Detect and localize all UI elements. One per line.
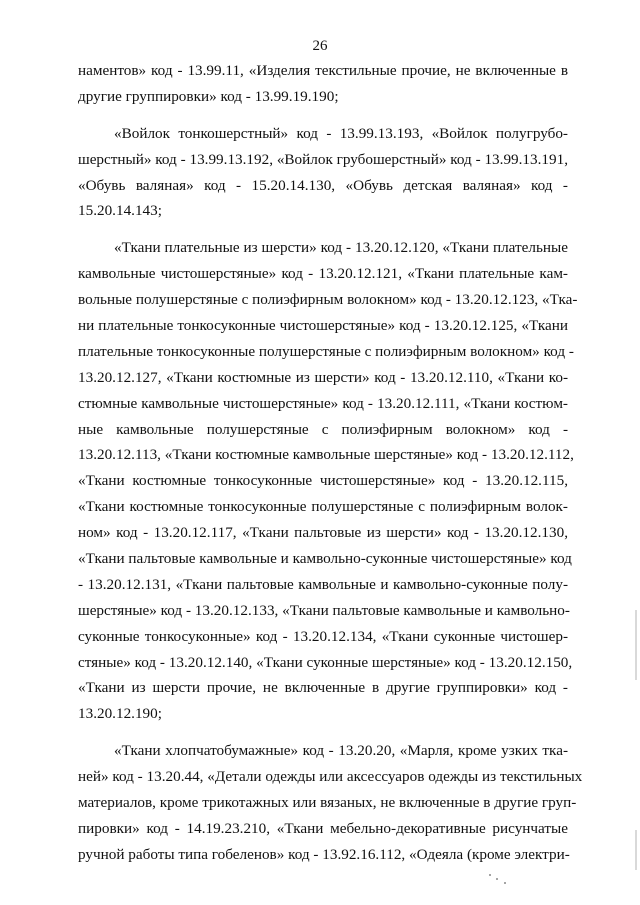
text-line: 13.20.12.113, «Ткани костюмные камвольные шерстяные» код - 13.20.12.112, [78,446,574,464]
text-line: «Ткани из шерсти прочие, не включенные в другие группировки» код - [78,679,568,697]
text-line: суконные тонкосуконные» код - 13.20.12.134, «Ткани суконные чистошер- [78,627,568,645]
text-line: 13.20.12.127, «Ткани костюмные из шерсти» код - 13.20.12.110, «Ткани ко- [78,368,568,386]
text-line: ней» код - 13.20.44, «Детали одежды или аксессуаров одежды из текстильных [78,768,583,786]
text-line: ручной работы типа гобеленов» код - 13.92.16.112, «Одеяла (кроме электри- [78,845,570,863]
text-line: материалов, кроме трикотажных или вязаных, не включенные в другие груп- [78,794,577,812]
scan-specks [487,872,511,886]
text-line: - 13.20.12.131, «Ткани пальтовые камвольные и камвольно-суконные полу- [78,575,568,593]
text-line: другие группировки» код - 13.99.19.190; [78,87,339,105]
body-text [78,58,583,879]
scan-edge-mark [635,830,637,870]
scan-edge-mark [635,610,637,680]
text-line: стюмные камвольные чистошерстяные» код - 13.20.12.111, «Ткани костюм- [78,394,568,412]
paragraph [78,58,568,110]
text-line: «Ткани хлопчатобумажные» код - 13.20.20, «Марля, кроме узких тка- [114,742,568,760]
text-line: «Ткани костюмные тонкосуконные полушерстяные с полиэфирным волок- [78,498,568,516]
text-line: «Обувь валяная» код - 15.20.14.130, «Обувь детская валяная» код - [78,176,568,194]
text-line: 13.20.12.190; [78,705,162,723]
text-line: «Ткани плательные из шерсти» код - 13.20.12.120, «Ткани плательные [114,239,568,257]
text-line: пировки» код - 14.19.23.210, «Ткани мебельно-декоративные рисунчатые [78,819,568,837]
text-line: 15.20.14.143; [78,202,162,220]
text-line: стяные» код - 13.20.12.140, «Ткани суконные шерстяные» код - 13.20.12.150, [78,653,573,671]
paragraph [78,235,578,727]
text-line: «Ткани костюмные тонкосуконные чистошерстяные» код - 13.20.12.115, [78,472,568,490]
text-line: вольные полушерстяные с полиэфирным волокном» код - 13.20.12.123, «Тка- [78,291,578,309]
text-line: ные камвольные полушерстяные с полиэфирным волокном» код - [78,420,568,438]
text-line: «Ткани пальтовые камвольные и камвольно-суконные чистошерстяные» код [78,550,572,568]
text-line: ни плательные тонкосуконные чистошерстяные» код - 13.20.12.125, «Ткани [78,317,568,335]
paragraph [78,121,568,225]
text-line: шерстный» код - 13.99.13.192, «Войлок грубошерстный» код - 13.99.13.191, [78,150,568,168]
paragraph [78,738,583,867]
text-line: шерстяные» код - 13.20.12.133, «Ткани пальтовые камвольные и камвольно- [78,601,570,619]
text-line: наментов» код - 13.99.11, «Изделия текстильные прочие, не включенные в [78,62,568,79]
text-line: ном» код - 13.20.12.117, «Ткани пальтовые из шерсти» код - 13.20.12.130, [78,524,568,542]
text-line: плательные тонкосуконные полушерстяные с полиэфирным волокном» код - [78,342,574,360]
text-line: камвольные чистошерстяные» код - 13.20.12.121, «Ткани плательные кам- [78,265,568,283]
page-number: 26 [312,38,328,54]
text-line: «Войлок тонкошерстный» код - 13.99.13.193, «Войлок полугрубо- [114,124,568,142]
